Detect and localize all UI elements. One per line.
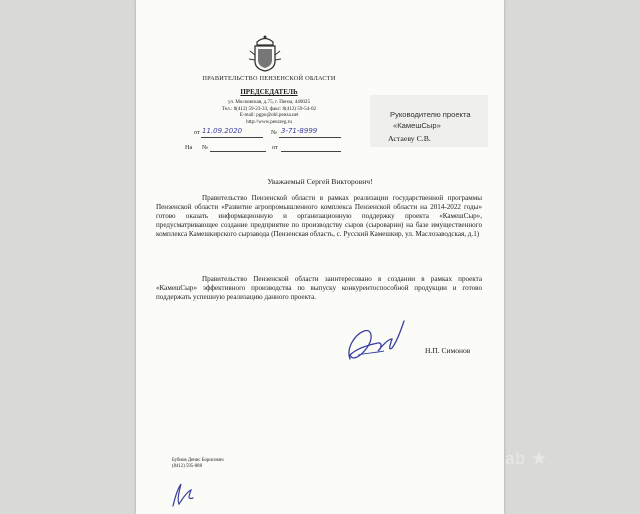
ref-on-label: На <box>185 144 193 151</box>
salutation: Уважаемый Сергей Викторович! <box>267 177 373 186</box>
ref-on-number-label: № <box>202 144 208 151</box>
letter-page <box>136 0 504 514</box>
recipient-project: «КамешСыр» <box>393 121 441 130</box>
ref-from-label: от <box>194 129 200 136</box>
executor-info <box>172 458 224 470</box>
signer-name: Н.П. Симонов <box>425 346 471 355</box>
ref-date: 11.09.2020 <box>202 127 243 135</box>
recipient-name: Астаеву С.В. <box>388 134 431 143</box>
letterhead-title: ПРЕДСЕДАТЕЛЬ <box>240 88 298 96</box>
ref-number-label: № <box>271 129 277 136</box>
coat-of-arms-icon <box>248 33 282 73</box>
watermark-mark: ab ★ <box>505 449 548 468</box>
phones-line: Тел.: 8(412) 59-23-33, факс: 8(412) 59-54-02 <box>221 105 317 112</box>
executor-name: Бубнов Денис Борисович <box>172 458 224 463</box>
ref-of-label: от <box>272 144 278 151</box>
letter-paragraph-2: Правительство Пензенской области заинтересовано в создании в рамках проекта «КамешСыр» эффективного производства по выпуску конкурентоспособной продукции и готово поддержать успешную реализацию данного проекта. <box>156 275 482 301</box>
address-line: ул. Московская, д.75, г. Пенза, 440025 <box>227 99 311 105</box>
organization-name: ПРАВИТЕЛЬСТВО ПЕНЗЕНСКОЙ ОБЛАСТИ <box>202 75 336 82</box>
letter-paragraph-1: Правительство Пензенской области в рамках реализации государственной программы Пензенской области «Развитие агропромышленного комплекса Пензенской области на 2014-2022 годы» готово оказать информационную и организационную поддержку проекта «КамешСыр», предусматривающее создание предприятие по производству сыров (сыроварни) на базе имущественного комплекса Камешкирского сырзавода (Пензенская область, с. Русский Камешкир, ул. Маслозаводская, д.1) <box>156 194 482 238</box>
letterhead-contacts <box>194 99 344 125</box>
ref-of-date-line <box>281 151 341 152</box>
recipient-title: Руководителю проекта <box>390 110 471 119</box>
signature <box>344 315 406 367</box>
initials-mark <box>169 480 197 508</box>
ref-number: 3-71-8999 <box>281 127 318 135</box>
website-line: http://www.penzreg.ru <box>246 118 292 125</box>
executor-phone: (8412) 595-888 <box>172 464 202 469</box>
ref-date-underline <box>201 137 263 138</box>
email-line: E-mail: pgpo@obl.penza.net <box>239 112 299 119</box>
ref-on-number-line <box>210 151 266 152</box>
ref-number-underline <box>279 137 341 138</box>
